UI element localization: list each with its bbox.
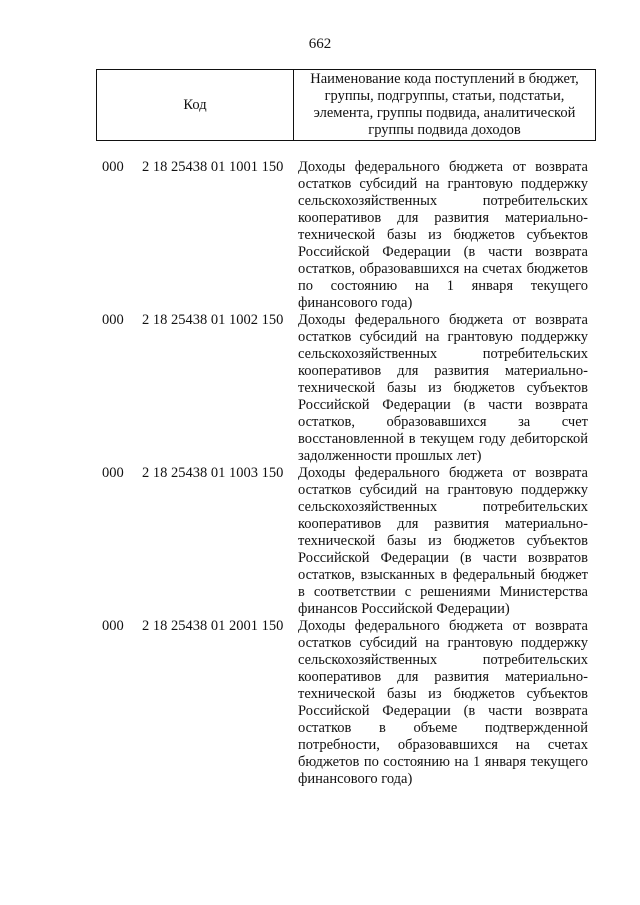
table-row — [0, 465, 640, 618]
header-name-column: Наименование кода поступлений в бюджет, группы, подгруппы, статьи, подстатьи, элемента, группы подвида, аналитической группы подвида доходов — [310, 71, 579, 138]
table-row — [0, 618, 640, 788]
row-description: Доходы федерального бюджета от возврата остатков субсидий на грантовую поддержку сельскохозяйственных потребительских кооперативов для развития материально-технической базы из бюджетов субъектов Российской Федерации (в части возврата остатков в объеме подтвержденной потребности, образовавшихся на счетах бюджетов по состоянию на 1 января текущего финансового года) — [298, 618, 588, 787]
table-row — [0, 159, 640, 312]
table-header — [96, 69, 596, 141]
row-admin-code: 000 — [102, 618, 124, 634]
row-income-code: 2 18 25438 01 1001 150 — [142, 159, 284, 175]
row-description: Доходы федерального бюджета от возврата остатков субсидий на грантовую поддержку сельскохозяйственных потребительских кооперативов для развития материально-технической базы из бюджетов субъектов Российской Федерации (в части возврата остатков, образовавшихся на счетах бюджетов по состоянию на 1 января текущего финансового года) — [298, 159, 588, 311]
row-admin-code: 000 — [102, 312, 124, 328]
income-code-list — [0, 159, 640, 788]
header-code-column: Код — [97, 70, 294, 140]
row-income-code: 2 18 25438 01 1003 150 — [142, 465, 284, 481]
row-income-code: 2 18 25438 01 1002 150 — [142, 312, 284, 328]
row-income-code: 2 18 25438 01 2001 150 — [142, 618, 284, 634]
row-admin-code: 000 — [102, 159, 124, 175]
row-description: Доходы федерального бюджета от возврата остатков субсидий на грантовую поддержку сельскохозяйственных потребительских кооперативов для развития материально-технической базы из бюджетов субъектов Российской Федерации (в части возврата остатков, образовавшихся за счет восстановленной в текущем году дебиторской задолженности прошлых лет) — [298, 312, 588, 464]
row-admin-code: 000 — [102, 465, 124, 481]
table-row — [0, 312, 640, 465]
page-number: 662 — [308, 36, 332, 52]
row-description: Доходы федерального бюджета от возврата остатков субсидий на грантовую поддержку сельскохозяйственных потребительских кооперативов для развития материально-технической базы из бюджетов субъектов Российской Федерации (в части возвратов остатков, взысканных в федеральный бюджет в соответствии с решениями Министерства финансов Российской Федерации) — [298, 465, 588, 617]
